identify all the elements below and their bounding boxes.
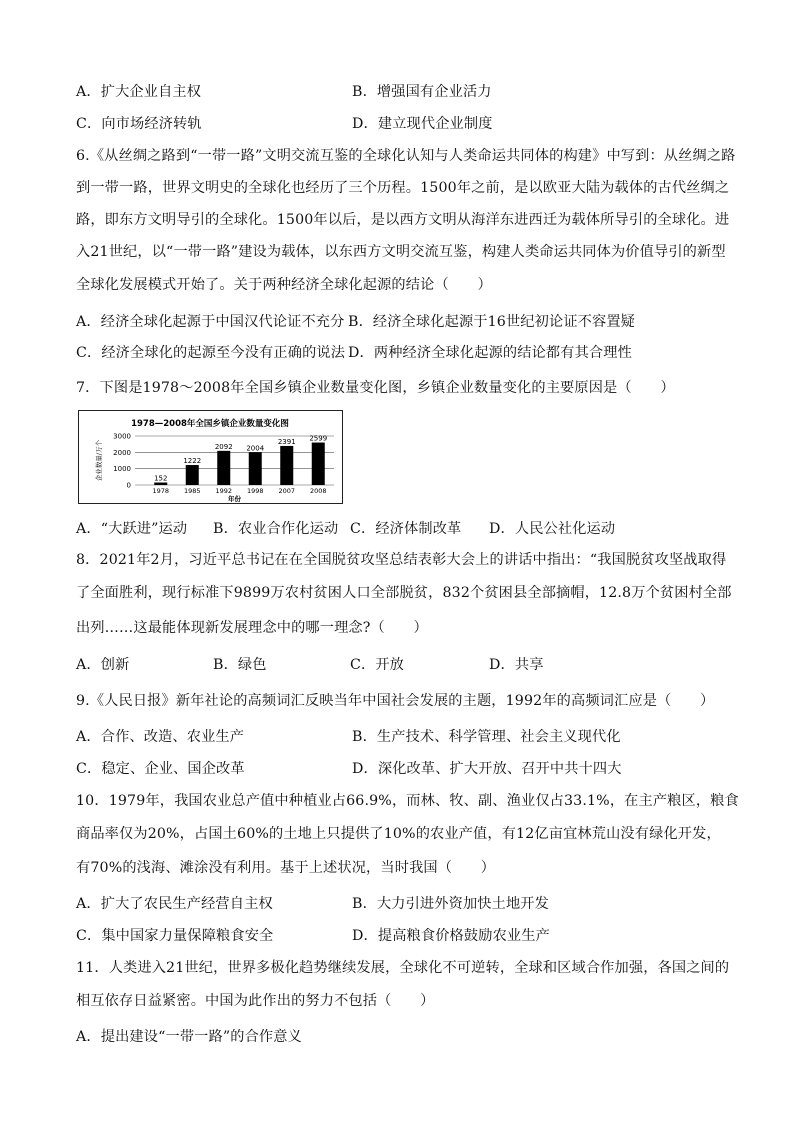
q7-option-d: D．人民公社化运动 xyxy=(489,521,616,537)
bar xyxy=(280,446,293,485)
q7-option-b: B．农业合作化运动 xyxy=(213,521,339,537)
q5-option-b: B．增强国有企业活力 xyxy=(352,84,492,100)
bar-value-label: 2391 xyxy=(277,437,296,446)
q9-option-c: C．稳定、企业、国企改革 xyxy=(76,761,245,777)
q6-stem-line: 6.《从丝绸之路到“一带一路”文明交流互鉴的全球化认知与人类命运共同体的构建》中写到：从丝绸之路 xyxy=(76,148,736,164)
bar xyxy=(217,451,230,485)
x-tick-label: 1998 xyxy=(246,487,264,495)
q6-option-b: B．经济全球化起源于16世纪初论证不容置疑 xyxy=(348,314,636,330)
x-tick-label: 1978 xyxy=(152,487,170,495)
q9-option-b: B．生产技术、科学管理、社会主义现代化 xyxy=(352,729,621,745)
q11-stem-line: 11．人类进入21世纪，世界多极化趋势继续发展，全球化不可逆转，全球和区域合作加强，各国之间的 xyxy=(76,960,730,976)
q7-option-a: A．“大跃进”运动 xyxy=(76,521,188,537)
q10-stem-line: 10．1979年，我国农业总产值中种植业占66.9%，而林、牧、副、渔业仅占33.1%，在主产粮区，粮食 xyxy=(76,793,739,809)
q9-stem: 9.《人民日报》新年社论的高频词汇反映当年中国社会发展的主题，1992年的高频词汇应是（ ） xyxy=(76,693,715,709)
q6-stem-line: 入21世纪，以“一带一路”建设为载体，以东西方文明交流互鉴，构建人类命运共同体为价值导引的新型 xyxy=(76,244,726,260)
q5-option-c: C．向市场经济转轨 xyxy=(76,116,202,132)
township-enterprise-chart xyxy=(78,410,343,504)
bar-value-label: 2004 xyxy=(246,444,265,453)
bar xyxy=(312,443,325,485)
q7-option-c: C．经济体制改革 xyxy=(350,521,462,537)
q6-option-d: D．两种经济全球化起源的结论都有其合理性 xyxy=(348,345,632,361)
y-axis-label: 企业数量/万个 xyxy=(95,439,103,482)
q10-option-a: A．扩大了农民生产经营自主权 xyxy=(76,896,273,912)
q8-stem-line: 8．2021年2月，习近平总书记在在全国脱贫攻坚总结表彰大会上的讲话中指出：“我国脱贫攻坚战取得 xyxy=(76,552,727,568)
q8-option-d: D．共享 xyxy=(489,657,544,673)
y-tick-label: 1000 xyxy=(113,465,131,474)
bar-value-label: 2599 xyxy=(309,434,328,443)
y-tick-label: 0 xyxy=(126,481,131,490)
q9-option-d: D．深化改革、扩大开放、召开中共十四大 xyxy=(352,761,622,777)
q10-option-b: B．大力引进外资加快土地开发 xyxy=(352,896,549,912)
y-tick-label: 2000 xyxy=(113,448,131,457)
q5-option-a: A．扩大企业自主权 xyxy=(76,84,202,100)
bar xyxy=(186,465,199,485)
bar-value-label: 2092 xyxy=(214,442,233,451)
q7-stem: 7．下图是1978～2008年全国乡镇企业数量变化图，乡镇企业数量变化的主要原因是（ ） xyxy=(76,380,675,396)
bar xyxy=(154,483,167,485)
q6-stem-line: 到一带一路，世界文明史的全球化也经历了三个历程。1500年之前，是以欧亚大陆为载体的古代丝绸之 xyxy=(76,180,730,196)
bar-value-label: 1222 xyxy=(183,457,202,466)
x-tick-label: 2007 xyxy=(278,487,296,495)
q6-stem-line: 全球化发展模式开始了。关于两种经济全球化起源的结论（ ） xyxy=(76,277,492,293)
q8-option-a: A．创新 xyxy=(76,657,130,673)
q8-stem-line: 出列……这最能体现新发展理念中的哪一理念?（ ） xyxy=(76,620,428,636)
q11-stem-line: 相互依存日益紧密。中国为此作出的努力不包括（ ） xyxy=(76,993,435,1009)
q6-option-c: C．经济全球化的起源至今没有正确的说法 xyxy=(76,345,346,361)
chart-title: 1978—2008年全国乡镇企业数量变化图 xyxy=(131,419,289,429)
q10-option-c: C．集中国家力量保障粮食安全 xyxy=(76,928,274,944)
x-axis-label: 年份 xyxy=(228,495,241,503)
q5-option-d: D．建立现代企业制度 xyxy=(352,116,493,132)
x-tick-label: 1985 xyxy=(183,487,201,495)
q11-option-a: A．提出建设“一带一路”的合作意义 xyxy=(76,1029,302,1045)
q9-option-a: A．合作、改造、农业生产 xyxy=(76,729,245,745)
q8-option-b: B．绿色 xyxy=(213,657,267,673)
q6-stem-line: 路，即东方文明导引的全球化。1500年以后，是以西方文明从海洋东进西迁为载体所导引的全球化。进 xyxy=(76,212,730,228)
q6-option-a: A．经济全球化起源于中国汉代论证不充分 xyxy=(76,314,345,330)
x-tick-label: 1992 xyxy=(215,487,233,495)
bar-value-label: 152 xyxy=(154,474,168,483)
y-tick-label: 3000 xyxy=(113,432,131,441)
bar-chart xyxy=(79,411,342,503)
q8-option-c: C．开放 xyxy=(350,657,405,673)
q10-stem-line: 商品率仅为20%，占国土60%的土地上只提供了10%的农业产值，有12亿亩宜林荒山没有绿化开发， xyxy=(76,826,721,842)
bar xyxy=(249,452,262,485)
q10-option-d: D．提高粮食价格鼓励农业生产 xyxy=(352,928,550,944)
x-tick-label: 2008 xyxy=(309,487,327,495)
q8-stem-line: 了全面胜利，现行标准下9899万农村贫困人口全部脱贫，832个贫困县全部摘帽，12.8万个贫困村全部 xyxy=(76,585,732,601)
q10-stem-line: 有70%的浅海、滩涂没有利用。基于上述状况，当时我国（ ） xyxy=(76,860,496,876)
